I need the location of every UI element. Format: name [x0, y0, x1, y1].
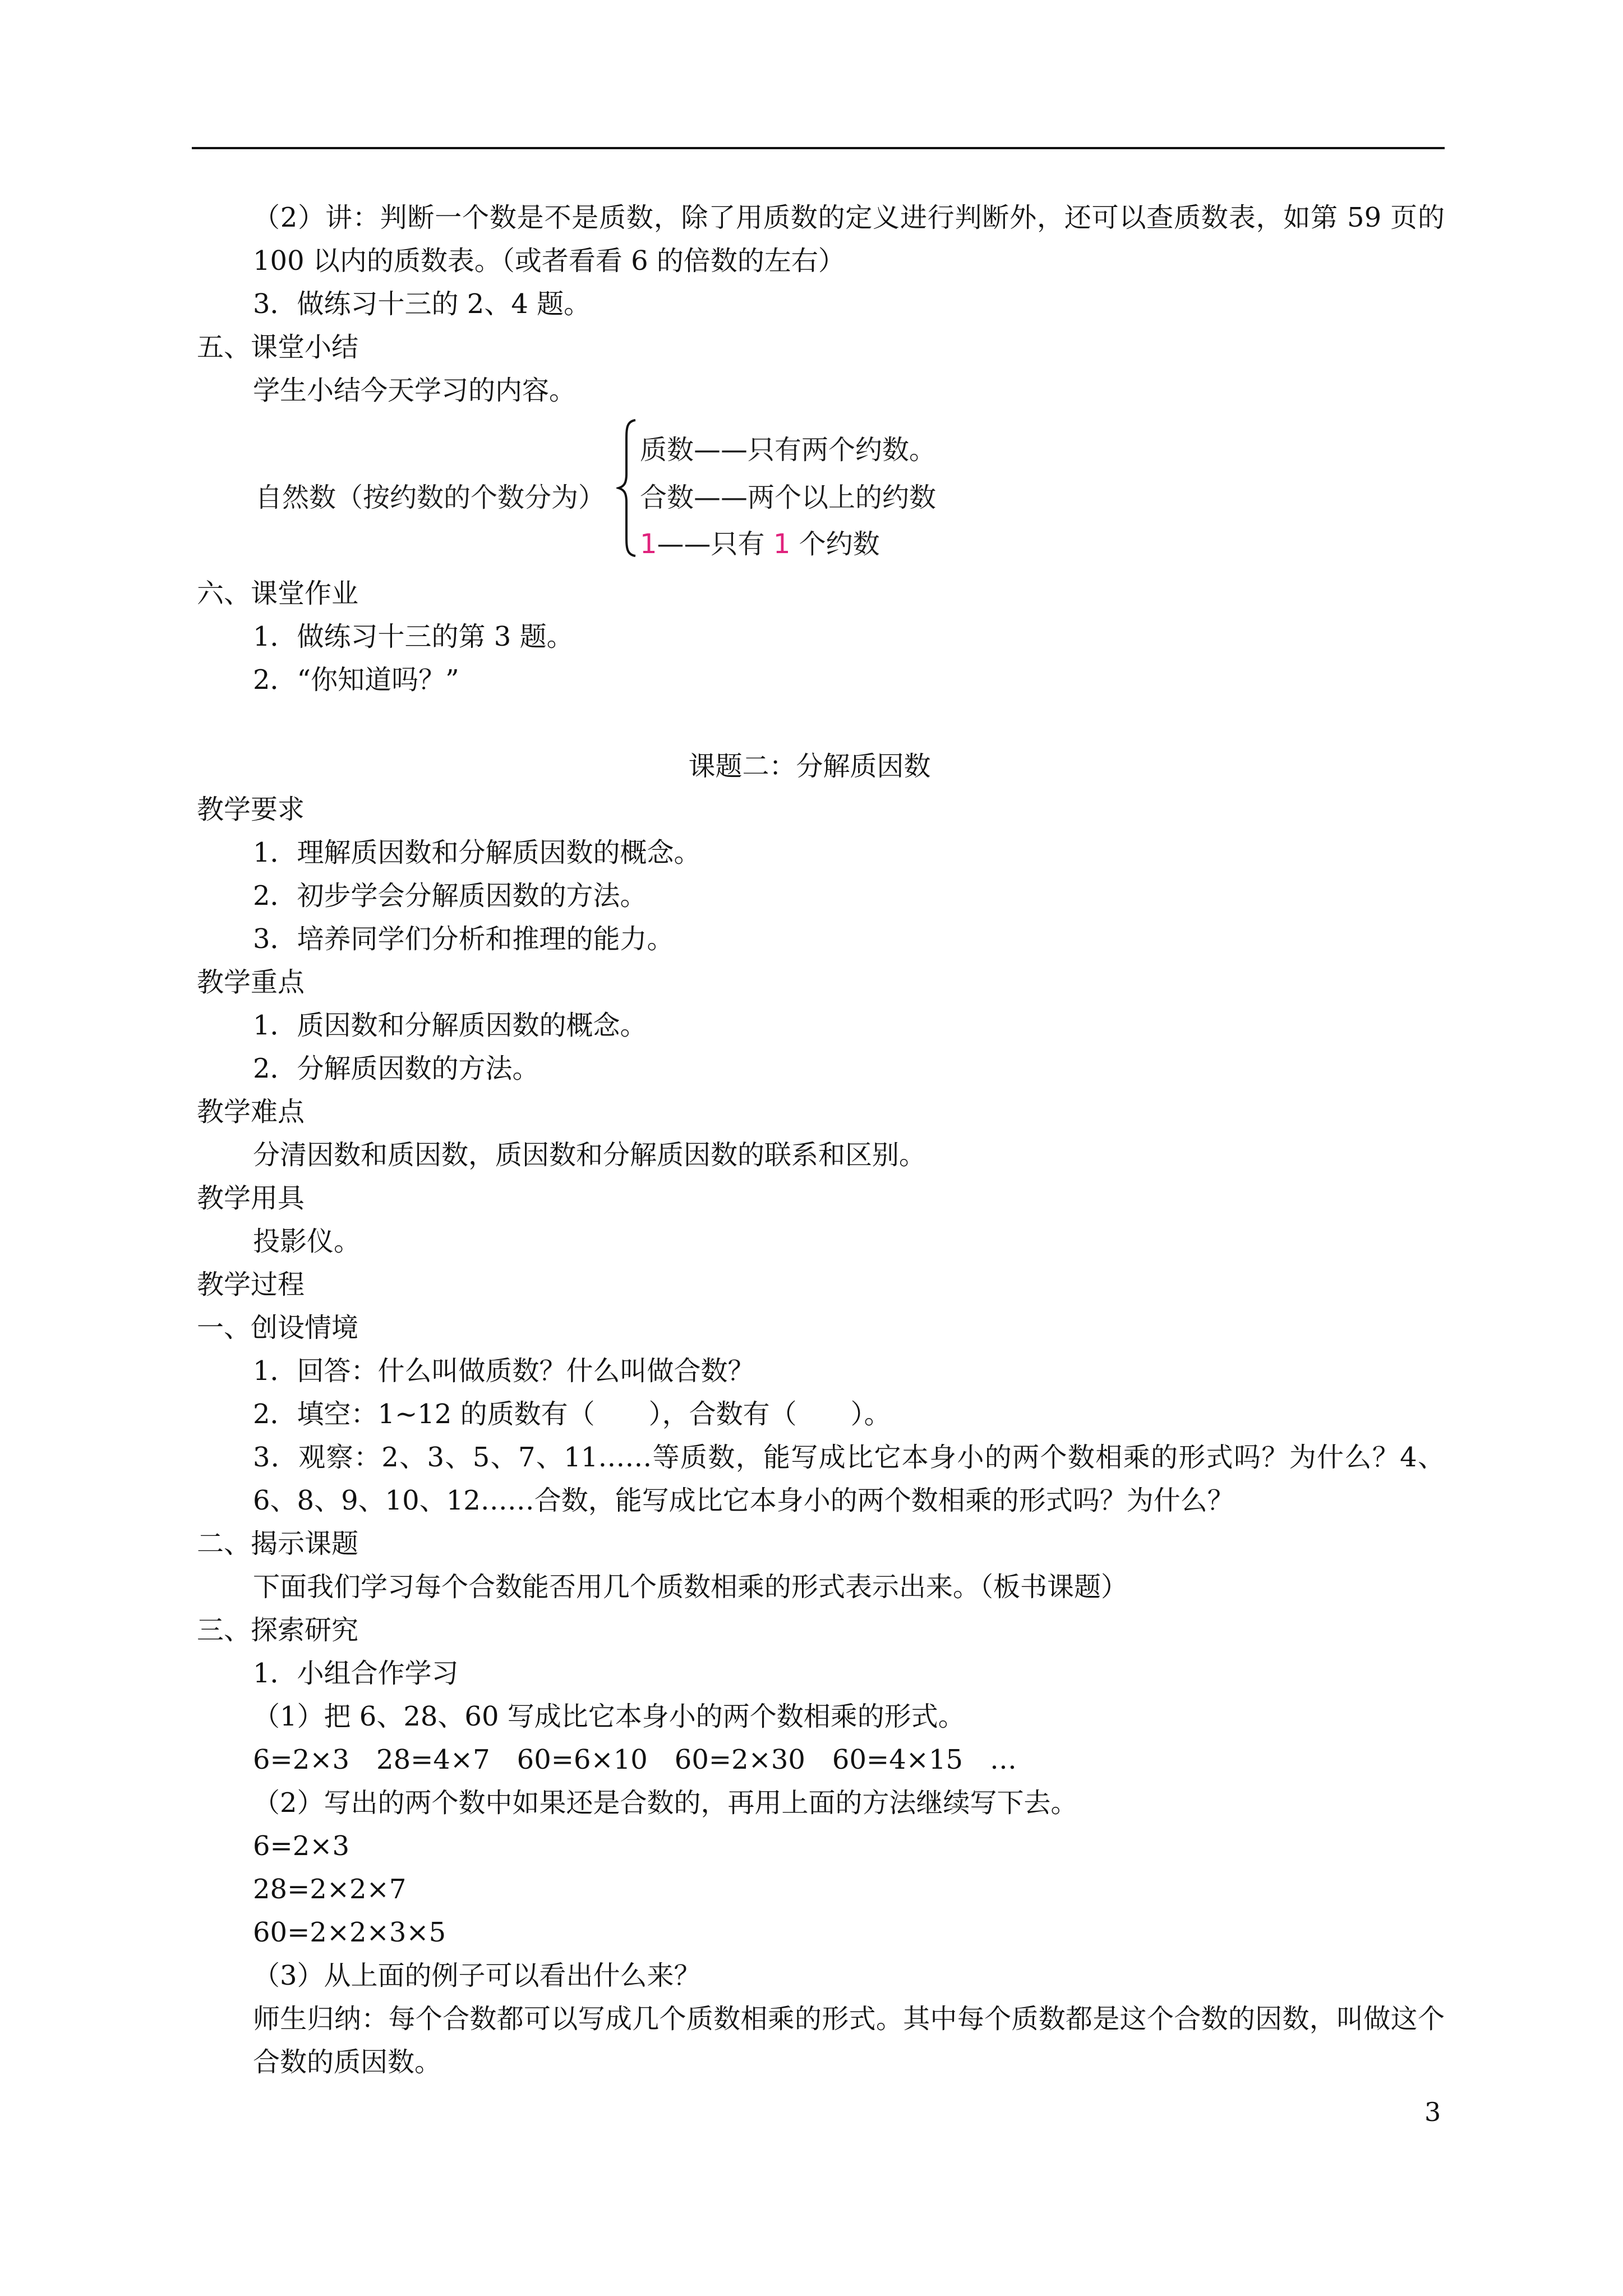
diagram-branch-one: 1——只有 1 个约数 — [640, 528, 880, 560]
heading-teaching-requirements: 教学要求 — [197, 794, 305, 825]
tool-item: 投影仪。 — [253, 1226, 361, 1257]
heading-create-situation: 一、创设情境 — [197, 1312, 359, 1343]
heading-teaching-process: 教学过程 — [197, 1269, 305, 1300]
situation-item-3: 3．观察：2、3、5、7、11……等质数，能写成比它本身小的两个数相乘的形式吗？为什么？4、6、8、9、10、12……合数，能写成比它本身小的两个数相乘的形式吗？为什么？ — [253, 1442, 1445, 1516]
requirement-item-2: 2．初步学会分解质因数的方法。 — [253, 880, 647, 912]
header-rule — [192, 147, 1445, 149]
heading-teaching-tools: 教学用具 — [197, 1182, 305, 1214]
document-body — [197, 196, 1445, 2084]
heading-key-points: 教学重点 — [197, 967, 305, 998]
explore-item-1: 1．小组合作学习 — [253, 1658, 459, 1689]
page-number: 3 — [1424, 2097, 1441, 2127]
heading-reveal-topic: 二、揭示课题 — [197, 1528, 359, 1559]
key-point-item-2: 2．分解质因数的方法。 — [253, 1053, 540, 1084]
diagram-root-label: 自然数（按约数的个数分为） — [255, 482, 606, 513]
explore-step-1: （1）把 6、28、60 写成比它本身小的两个数相乘的形式。 — [253, 1701, 965, 1732]
homework-item-1: 1．做练习十三的第 3 题。 — [253, 621, 574, 652]
heading-homework: 六、课堂作业 — [197, 578, 359, 609]
situation-item-2: 2．填空：1~12 的质数有（ ），合数有（ ）。 — [253, 1398, 891, 1430]
section-title: 课题二：分解质因数 — [688, 751, 931, 782]
explore-equation-6: 6=2×3 — [253, 1830, 350, 1862]
explore-equation-60: 60=2×2×3×5 — [253, 1917, 446, 1948]
diagram-branch-composite: 合数——两个以上的约数 — [640, 482, 937, 513]
requirement-item-1: 1．理解质因数和分解质因数的概念。 — [253, 837, 701, 868]
key-point-item-1: 1．质因数和分解质因数的概念。 — [253, 1010, 647, 1041]
curly-brace-icon — [616, 418, 639, 558]
explore-step-2: （2）写出的两个数中如果还是合数的，再用上面的方法继续写下去。 — [253, 1787, 1078, 1819]
heading-difficulties: 教学难点 — [197, 1096, 305, 1128]
reveal-topic-text: 下面我们学习每个合数能否用几个质数相乘的形式表示出来。（板书课题） — [253, 1571, 1128, 1603]
situation-item-1: 1．回答：什么叫做质数？什么叫做合数？ — [253, 1355, 755, 1387]
homework-item-2: 2．“你知道吗？” — [253, 664, 459, 696]
diagram-one-label: 1 — [640, 528, 657, 560]
paragraph-exercise-2-4: 3．做练习十三的 2、4 题。 — [253, 288, 591, 320]
difficulty-item: 分清因数和质因数，质因数和分解质因数的联系和区别。 — [253, 1139, 926, 1171]
explore-step-3: （3）从上面的例子可以看出什么来？ — [253, 1960, 701, 1991]
paragraph-student-summary: 学生小结今天学习的内容。 — [253, 375, 577, 406]
explore-equation-28: 28=2×2×7 — [253, 1874, 407, 1905]
natural-number-classification-diagram — [197, 412, 1445, 572]
explore-equations-1: 6=2×3 28=4×7 60=6×10 60=2×30 60=4×15 … — [253, 1744, 1017, 1775]
diagram-one-count: 1 — [773, 528, 791, 560]
diagram-branch-prime: 质数——只有两个约数。 — [640, 434, 937, 466]
explore-conclusion: 师生归纳：每个合数都可以写成几个质数相乘的形式。其中每个质数都是这个合数的因数，叫做这个合数的质因数。 — [253, 2003, 1445, 2078]
heading-summary: 五、课堂小结 — [197, 332, 359, 363]
heading-explore: 三、探索研究 — [197, 1614, 359, 1646]
paragraph-judge-prime: （2）讲：判断一个数是不是质数，除了用质数的定义进行判断外，还可以查质数表，如第 59 页的 100 以内的质数表。（或者看看 6 的倍数的左右） — [253, 202, 1445, 277]
requirement-item-3: 3．培养同学们分析和推理的能力。 — [253, 923, 674, 955]
